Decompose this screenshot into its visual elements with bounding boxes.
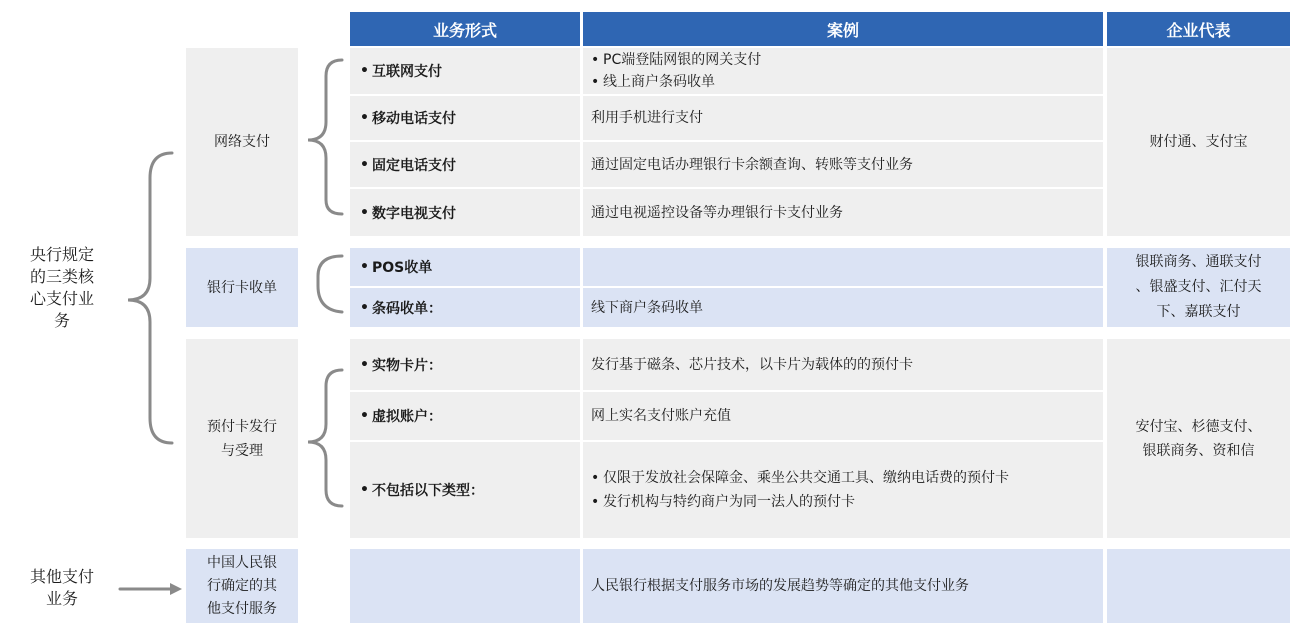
category-prepaid-line: 与受理 [221, 442, 263, 459]
brace-prepaid [308, 370, 342, 506]
type-label: 数字电视支付 [372, 205, 456, 222]
case-cell [583, 248, 1103, 286]
type-label: 固定电话支付 [372, 157, 456, 174]
other-business-label [12, 566, 112, 610]
rep-line: 银联商务、通联支付 [1135, 254, 1262, 270]
category-other-line: 他支付服务 [207, 600, 277, 617]
category-other [186, 549, 298, 623]
case-bullet-item: • 发行机构与特约商户为同一法人的预付卡 [591, 490, 1095, 514]
case-text: 利用手机进行支付 [591, 110, 703, 126]
type-label: POS收单 [372, 260, 433, 276]
type-cell: • 条码收单： [350, 288, 580, 327]
arrow-head [170, 583, 182, 595]
case-text: 线下商户条码收单 [591, 299, 703, 316]
type-cell: • POS收单 [350, 248, 580, 286]
type-label: 实物卡片： [372, 357, 442, 374]
case-text: 网上实名支付账户充值 [591, 408, 731, 424]
case-cell [583, 549, 1103, 623]
type-cell [350, 549, 580, 623]
brace-network [308, 60, 342, 214]
header-case: 案例 [583, 12, 1103, 46]
rep-line: 、银盛支付、汇付天 [1135, 279, 1262, 295]
type-label: 移动电话支付 [372, 111, 456, 127]
type-cell: • 互联网支付 [350, 48, 580, 94]
type-cell: • 移动电话支付 [350, 96, 580, 140]
case-text: 仅限于发放社会保障金、乘坐公共交通工具、缴纳电话费的预付卡 [603, 470, 1009, 486]
category-other-line: 行确定的其 [207, 577, 277, 594]
case-text: PC端登陆网银的网关支付 [603, 52, 762, 68]
case-bullet-item: • PC端登陆网银的网关支付 [591, 49, 1095, 71]
case-text: 发行机构与特约商户为同一法人的预付卡 [603, 494, 855, 510]
header-rep: 企业代表 [1107, 12, 1290, 46]
rep-line: 银联商务、资和信 [1142, 442, 1255, 459]
type-cell: • 实物卡片： [350, 339, 580, 390]
case-cell [583, 189, 1103, 236]
rep-cell-network: 财付通、支付宝 [1107, 48, 1290, 236]
rep-line: 下、嘉联支付 [1156, 304, 1241, 320]
type-cell: • 不包括以下类型： [350, 442, 580, 538]
case-text: 发行基于磁条、芯片技术，以卡片为载体的的预付卡 [591, 356, 913, 373]
rep-line: 安付宝、杉德支付、 [1135, 418, 1262, 435]
category-prepaid [186, 339, 298, 538]
rep-cell-prepaid [1107, 339, 1290, 538]
case-text: 人民银行根据支付服务市场的发展趋势等确定的其他支付业务 [591, 578, 969, 594]
type-label: 不包括以下类型： [372, 483, 484, 499]
case-cell [583, 339, 1103, 390]
type-cell: • 虚拟账户： [350, 392, 580, 440]
case-bullet-item: • 仅限于发放社会保障金、乘坐公共交通工具、缴纳电话费的预付卡 [591, 466, 1095, 490]
core-label-line: 务 [53, 311, 70, 330]
core-label-line: 的三类核 [29, 267, 94, 286]
core-business-label [12, 244, 112, 332]
case-cell [583, 142, 1103, 187]
type-label: 互联网支付 [372, 64, 442, 80]
core-label-line: 央行规定 [29, 245, 94, 264]
core-label-line: 心支付业 [29, 289, 94, 308]
type-label: 虚拟账户： [372, 409, 442, 425]
case-bullet-item: • 线上商户条码收单 [591, 71, 1095, 93]
rep-cell-other [1107, 549, 1290, 623]
type-label: 条码收单： [372, 300, 442, 317]
case-text: 线上商户条码收单 [603, 74, 715, 90]
brace-bankcard [318, 256, 342, 312]
category-network: 网络支付 [186, 48, 298, 236]
case-cell [583, 288, 1103, 327]
category-other-line: 中国人民银 [207, 554, 277, 571]
category-prepaid-line: 预付卡发行 [207, 418, 277, 435]
type-cell: • 数字电视支付 [350, 189, 580, 236]
category-bankcard: 银行卡收单 [186, 248, 298, 327]
type-cell: • 固定电话支付 [350, 142, 580, 187]
case-cell [583, 48, 1103, 94]
case-cell [583, 442, 1103, 538]
other-label-line: 业务 [45, 589, 78, 608]
brace-core [128, 153, 172, 443]
case-text: 通过电视遥控设备等办理银行卡支付业务 [591, 204, 843, 221]
other-label-line: 其他支付 [29, 567, 94, 586]
case-cell [583, 96, 1103, 140]
case-cell [583, 392, 1103, 440]
header-type: 业务形式 [350, 12, 580, 46]
rep-cell-bankcard [1107, 248, 1290, 327]
case-text: 通过固定电话办理银行卡余额查询、转账等支付业务 [591, 156, 913, 173]
